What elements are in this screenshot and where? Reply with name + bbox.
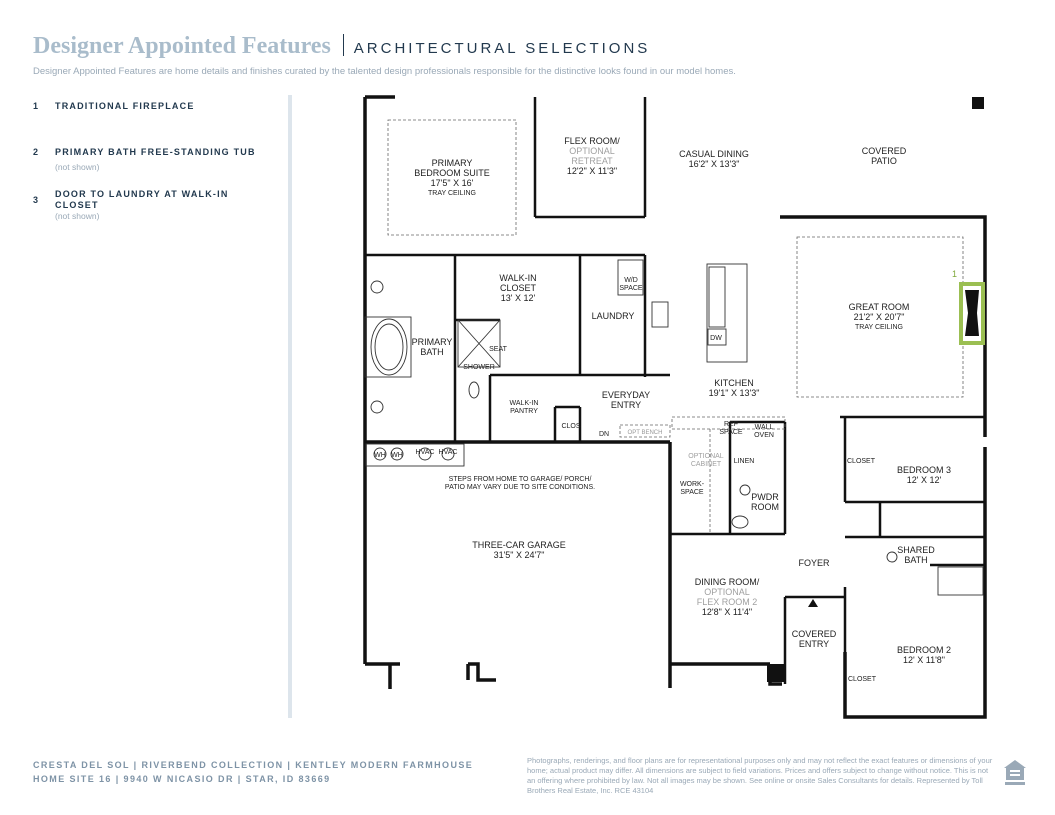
primary-suite-note: TRAY CEILING [428,190,476,197]
hvac-label-2: HVAC [438,449,458,456]
feature-number: 2 [33,147,39,157]
pantry-label: WALK-IN [509,400,539,407]
divider-line [288,95,292,718]
steps-note: STEPS FROM HOME TO GARAGE/ PORCH/ [448,476,592,483]
covered-patio-label: COVERED [861,146,907,156]
intro-text: Designer Appointed Features are home details and finishes curated by the talented design professionals responsible for the distinctive looks found in our model homes. [33,66,736,77]
workspace-label: WORK- [679,481,705,488]
ref-space-label-2: SPACE [719,429,743,436]
everyday-entry-label: EVERYDAY [601,390,651,400]
steps-note-2: PATIO MAY VARY DUE TO SITE CONDITIONS. [444,484,596,491]
dining-room-label: DINING ROOM/ [694,577,760,587]
pantry-label-2: PANTRY [510,408,538,415]
clos-label: CLOS [561,423,581,430]
workspace-label-2: SPACE [680,489,704,496]
covered-entry-label: COVERED [791,629,837,639]
dw-label: DW [710,335,722,342]
optional-cabinet-label: OPTIONAL [688,453,724,460]
flex-room-optional-2: RETREAT [571,156,613,166]
wall-oven-label-2: OVEN [754,432,774,439]
casual-dining-dims: 16'2" X 13'3" [688,159,740,169]
entry-column [767,664,785,682]
feature-note: (not shown) [55,162,100,172]
page-title: Designer Appointed Features [33,33,331,59]
shared-bath-label: SHARED [897,545,935,555]
shared-bath-label-2: BATH [904,555,928,565]
entry-arrow [808,599,818,607]
feature-number: 1 [33,101,39,111]
closet-b2-label: CLOSET [848,676,877,683]
feature-label: TRADITIONAL FIREPLACE [55,101,195,111]
bedroom2-label: BEDROOM 2 [896,645,952,655]
linen-label: LINEN [733,458,755,465]
primary-suite-label-2: BEDROOM SUITE [414,168,490,178]
feature-label: PRIMARY BATH FREE-STANDING TUB [55,147,256,157]
wh-label-1: WH [374,452,386,459]
feature-number: 3 [33,195,39,205]
pwdr-label-2: ROOM [751,502,779,512]
kitchen-dims: 19'1" X 13'3" [708,388,760,398]
page-subtitle: ARCHITECTURAL SELECTIONS [353,40,651,57]
walk-in-closet-label-2: CLOSET [499,283,537,293]
primary-bath-label-2: BATH [420,347,444,357]
dining-room-optional: OPTIONAL [704,587,750,597]
floor-plan [360,92,992,724]
wd-space-label-2: SPACE [619,285,643,292]
header [33,33,650,60]
feature-label: DOOR TO LAUNDRY AT WALK-IN CLOSET [55,189,229,210]
everyday-entry-label-2: ENTRY [610,400,642,410]
covered-entry-label-2: ENTRY [798,639,830,649]
primary-suite-dims: 17'5" X 16' [430,178,474,188]
wd-space-label: W/D [624,277,638,284]
casual-dining-label: CASUAL DINING [679,149,749,159]
seat-label: SEAT [489,346,507,353]
wall-oven-label: WALL [754,424,774,431]
footer-community: CRESTA DEL SOL | RIVERBEND COLLECTION | KENTLEY MODERN FARMHOUSE [33,760,474,770]
shower-label: SHOWER [463,364,495,371]
bedroom2-dims: 12' X 11'8" [903,655,945,665]
hvac-label-1: HVAC [415,449,435,456]
bedroom3-dims: 12' X 12' [906,475,942,485]
dn-label: DN [598,431,610,438]
great-room-dims: 21'2" X 20'7" [853,312,905,322]
walk-in-closet-dims: 13' X 12' [500,293,536,303]
equal-housing-icon [1002,758,1028,788]
great-room-note: TRAY CEILING [855,324,903,331]
foyer-label: FOYER [798,558,830,568]
flex-room-label: FLEX ROOM/ [564,136,620,146]
optional-cabinet-label-2: CABINET [690,461,722,468]
wh-label-2: WH [391,452,403,459]
covered-patio-label-2: PATIO [871,156,897,166]
great-room-label: GREAT ROOM [848,302,910,312]
garage-dims: 31'5" X 24'7" [493,550,545,560]
bedroom3-label: BEDROOM 3 [896,465,952,475]
flex-room-optional: OPTIONAL [569,146,615,156]
title-divider [343,34,344,56]
ref-space-label: REF [724,421,738,428]
opt-bench-label: OPT BENCH [627,430,663,436]
kitchen-label: KITCHEN [714,378,754,388]
garage-label: THREE-CAR GARAGE [472,540,566,550]
closet-b3-label: CLOSET [847,458,876,465]
fireplace-marker: 1 [952,269,958,279]
pwdr-label: PWDR [751,492,779,502]
dining-room-dims: 12'8" X 11'4" [701,607,753,617]
primary-suite-label: PRIMARY [431,158,473,168]
footer-disclaimer: Photographs, renderings, and floor plans are for representational purposes only and may not reflect the exact features or dimensions of your home; actual product may differ. All dimensions are subject to field variations. Prices and offers subject to change without notice. This is not an offering where prohibited by law. Not all images may be shown. See online or onsite Sales Consultants for details. Represented by Toll Brothers Real Estate, Inc. RCE 43104 [527,756,993,795]
flex-room-dims: 12'2" X 11'3" [566,166,618,176]
corner-column [972,97,984,109]
dining-room-optional-2: FLEX ROOM 2 [696,597,758,607]
primary-bath-label: PRIMARY [411,337,453,347]
footer-address: HOME SITE 16 | 9940 W NICASIO DR | STAR, ID 83669 [33,774,331,784]
laundry-label: LAUNDRY [591,311,635,321]
walk-in-closet-label: WALK-IN [499,273,537,283]
feature-note: (not shown) [55,211,100,221]
